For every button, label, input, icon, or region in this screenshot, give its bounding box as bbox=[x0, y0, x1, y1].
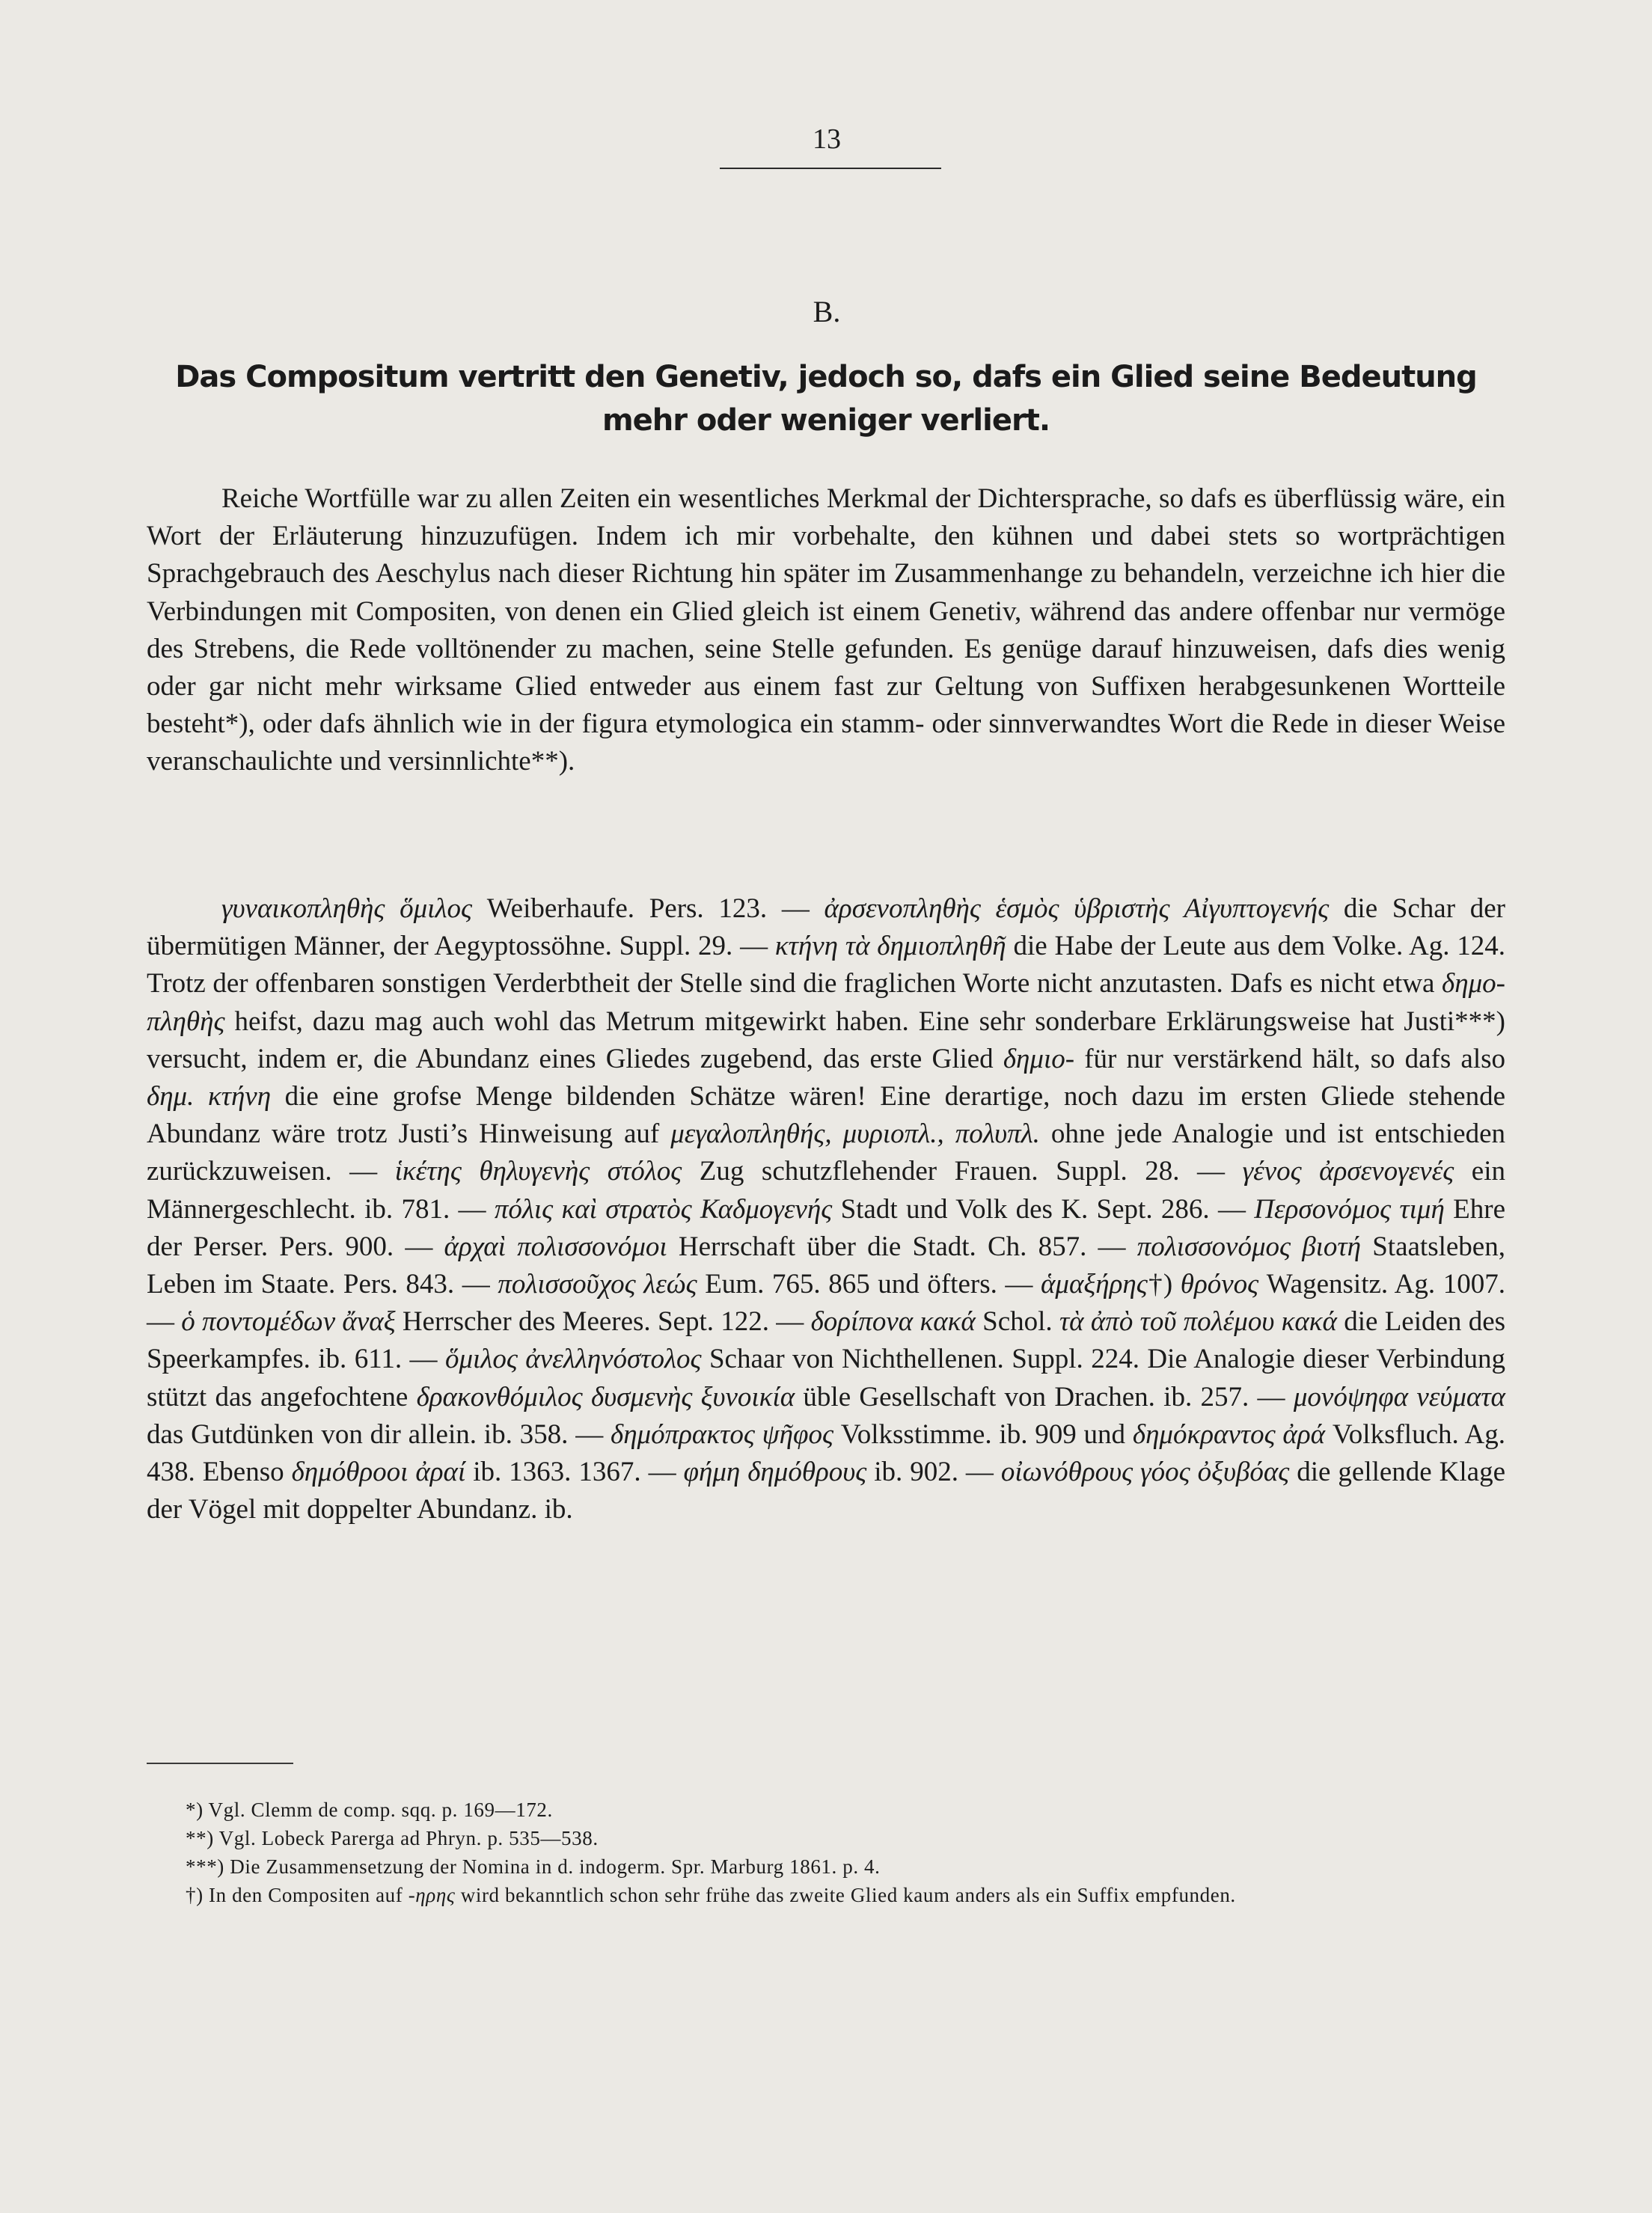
text-segment: Eum. 765. 865 und öfters. — bbox=[697, 1269, 1041, 1300]
text-segment: die Habe der Leute aus dem Volke. Ag. 124. Trotz der offenbaren sonstigen Verderbtheit der Stelle sind die fraglichen Worte nicht anzutasten. Dafs es nicht etwa bbox=[147, 931, 1505, 1000]
greek-term: ἱκέτης θηλυγενὴς στόλος bbox=[394, 1156, 682, 1187]
text-segment: üble Gesellschaft von Drachen. ib. 257. — bbox=[795, 1381, 1294, 1412]
greek-term: δημ. κτήνη bbox=[147, 1081, 272, 1112]
footnotes bbox=[147, 1796, 1505, 1909]
greek-term: πολισσοῦχος λεώς bbox=[498, 1269, 697, 1300]
greek-term: δημόθροοι ἀραί bbox=[291, 1457, 466, 1488]
greek-term: μεγαλοπληθής, μυριοπλ., πολυπλ. bbox=[670, 1118, 1040, 1150]
text-segment: Herrschaft über die Stadt. Ch. 857. — bbox=[667, 1231, 1137, 1262]
greek-term: δορίπονα κακά bbox=[810, 1306, 976, 1338]
footnote-1: *) Vgl. Clemm de comp. sqq. p. 169—172. bbox=[186, 1799, 553, 1821]
greek-term: δημοπληθὴς bbox=[147, 968, 1505, 1037]
greek-term: ὅμιλος ἀνελληνόστολος bbox=[444, 1344, 702, 1375]
greek-term: οἰωνόθρους γόος ὀξυβόας bbox=[1000, 1457, 1290, 1488]
footnote-3: ***) Die Zusammensetzung der Nomina in d. indogerm. Spr. Marburg 1861. p. 4. bbox=[186, 1855, 881, 1878]
section-title: Das Compositum vertritt den Genetiv, jedoch so, dafs ein Glied seine Bedeutung mehr oder weniger verliert. bbox=[175, 360, 1477, 438]
greek-term: θρόνος bbox=[1180, 1269, 1259, 1300]
text-segment: ib. 902. — bbox=[866, 1457, 1001, 1488]
header-rule bbox=[720, 168, 941, 169]
footnote-4-greek: -ηρης bbox=[408, 1884, 456, 1906]
footnote-4-text-before: †) In den Compositen auf bbox=[186, 1884, 409, 1906]
paragraph-intro: Reiche Wortfülle war zu allen Zeiten ein wesentliches Merkmal der Dichtersprache, so dafs es überflüssig wäre, ein Wort der Erläuterung hinzuzufügen. Indem ich mir vorbehalte, den kühnen und dabei stets so wortprächtigen Sprachgebrauch des Aeschylus nach dieser Richtung hin später im Zusammenhange zu behandeln, verzeichne ich hier die Verbindungen mit Compositen, von denen ein Glied gleich ist einem Genetiv, während das andere offenbar nur vermöge des Strebens, die Rede volltönender zu machen, seine Stelle gefunden. Es genüge darauf hinzuweisen, dafs dies wenig oder gar nicht mehr wirksame Glied entweder aus einem fast zur Geltung von Suffixen herabgesunkenen Wortteile besteht*), oder dafs ähnlich wie in der figura etymologica ein stamm- oder sinnverwandtes Wort die Rede in dieser Weise veranschaulichte und versinnlichte**). bbox=[147, 483, 1505, 777]
text-segment: Weiberhaufe. Pers. 123. — bbox=[472, 893, 825, 924]
text-segment: ohne jede Analogie und ist entschieden zurückzuweisen. — bbox=[147, 1118, 1505, 1187]
footnote-4 bbox=[147, 1881, 1505, 1909]
greek-term: ἀρχαὶ πολισσονόμοι bbox=[444, 1231, 667, 1262]
text-segment: ein Männergeschlecht. ib. 781. — bbox=[147, 1156, 1505, 1225]
greek-term: πολισσονόμος βιοτή bbox=[1136, 1231, 1362, 1262]
text-segment: Staatsleben, Leben im Staate. Pers. 843. — bbox=[147, 1231, 1505, 1300]
text-segment: die gellende Klage der Vögel mit doppelter Abundanz. ib. bbox=[147, 1457, 1506, 1525]
text-segment: Wagensitz. Ag. 1007. — bbox=[147, 1269, 1505, 1338]
greek-term: πόλις καὶ στρατὸς Καδμογενής bbox=[494, 1193, 833, 1225]
text-segment: †) bbox=[1147, 1269, 1181, 1300]
footnote-rule bbox=[147, 1763, 293, 1764]
text-segment: Ehre der Perser. Pers. 900. — bbox=[147, 1193, 1505, 1262]
text-segment: Stadt und Volk des K. Sept. 286. — bbox=[832, 1193, 1255, 1225]
section-letter: B. bbox=[813, 295, 841, 328]
greek-term: ὁ ποντομέδων ἄναξ bbox=[181, 1306, 396, 1338]
text-segment: Volksstimme. ib. 909 und bbox=[833, 1418, 1133, 1450]
greek-term: ἁμαξήρης bbox=[1041, 1269, 1148, 1300]
text-segment: Zug schutzflehender Frauen. Suppl. 28. — bbox=[682, 1156, 1243, 1187]
greek-term: Περσονόμος τιμή bbox=[1254, 1193, 1445, 1225]
greek-term: τὰ ἀπὸ τοῦ πολέμου κακά bbox=[1059, 1306, 1337, 1338]
greek-term: δημιο- bbox=[1003, 1043, 1075, 1074]
text-segment: Volksfluch. Ag. 438. Ebenso bbox=[147, 1418, 1505, 1488]
greek-term: δρακονθόμιλος δυσμενὴς ξυνοικία bbox=[416, 1381, 795, 1412]
greek-term: κτήνη τὰ δημιοπληθῆ bbox=[774, 931, 1006, 962]
text-segment: das Gutdünken von dir allein. ib. 358. — bbox=[147, 1418, 611, 1450]
page-number: 13 bbox=[813, 123, 841, 155]
greek-term: δημόκραντος ἀρά bbox=[1132, 1418, 1326, 1450]
text-segment: die Leiden des Speerkampfes. ib. 611. — bbox=[147, 1306, 1506, 1375]
footnote-2: **) Vgl. Lobeck Parerga ad Phryn. p. 535—538. bbox=[186, 1827, 599, 1849]
greek-term: γένος ἀρσενογενές bbox=[1242, 1156, 1454, 1187]
text-segment: Herrscher des Meeres. Sept. 122. — bbox=[395, 1306, 811, 1338]
footnote-4-text-after: wird bekanntlich schon sehr frühe das zweite Glied kaum anders als ein Suffix empfunden. bbox=[455, 1884, 1236, 1906]
text-segment: heifst, dazu mag auch wohl das Metrum mitgewirkt haben. Eine sehr sonderbare Erklärungsweise hat Justi***) versucht, indem er, die Abundanz eines Gliedes zugebend, das erste Glied bbox=[147, 1006, 1505, 1074]
paragraph-examples bbox=[147, 890, 1505, 1528]
greek-term: φήμη δημόθρους bbox=[683, 1457, 867, 1488]
greek-term: μονόψηφα νεύματα bbox=[1293, 1381, 1505, 1412]
text-segment: Schol. bbox=[975, 1306, 1059, 1338]
text-segment: ib. 1363. 1367. — bbox=[465, 1457, 684, 1488]
text-segment: die Schar der übermütigen Männer, der Aegyptossöhne. Suppl. 29. — bbox=[147, 893, 1505, 962]
text-segment: die eine grofse Menge bildenden Schätze wären! Eine derartige, noch dazu im ersten Gliede stehende Abundanz wäre trotz Justi’s Hinweisung auf bbox=[147, 1081, 1505, 1150]
text-segment: Schaar von Nichthellenen. Suppl. 224. Die Analogie dieser Verbindung stützt das angefochtene bbox=[147, 1344, 1505, 1412]
greek-term: δημόπρακτος ψῆφος bbox=[611, 1418, 833, 1450]
greek-term: γυναικοπληθὴς ὅμιλος bbox=[221, 893, 472, 924]
greek-term: ἀρσενοπληθὴς ἑσμὸς ὑβριστὴς Αἰγυπτογενής bbox=[824, 893, 1330, 924]
text-segment: für nur verstärkend hält, so dafs also bbox=[1074, 1043, 1505, 1074]
